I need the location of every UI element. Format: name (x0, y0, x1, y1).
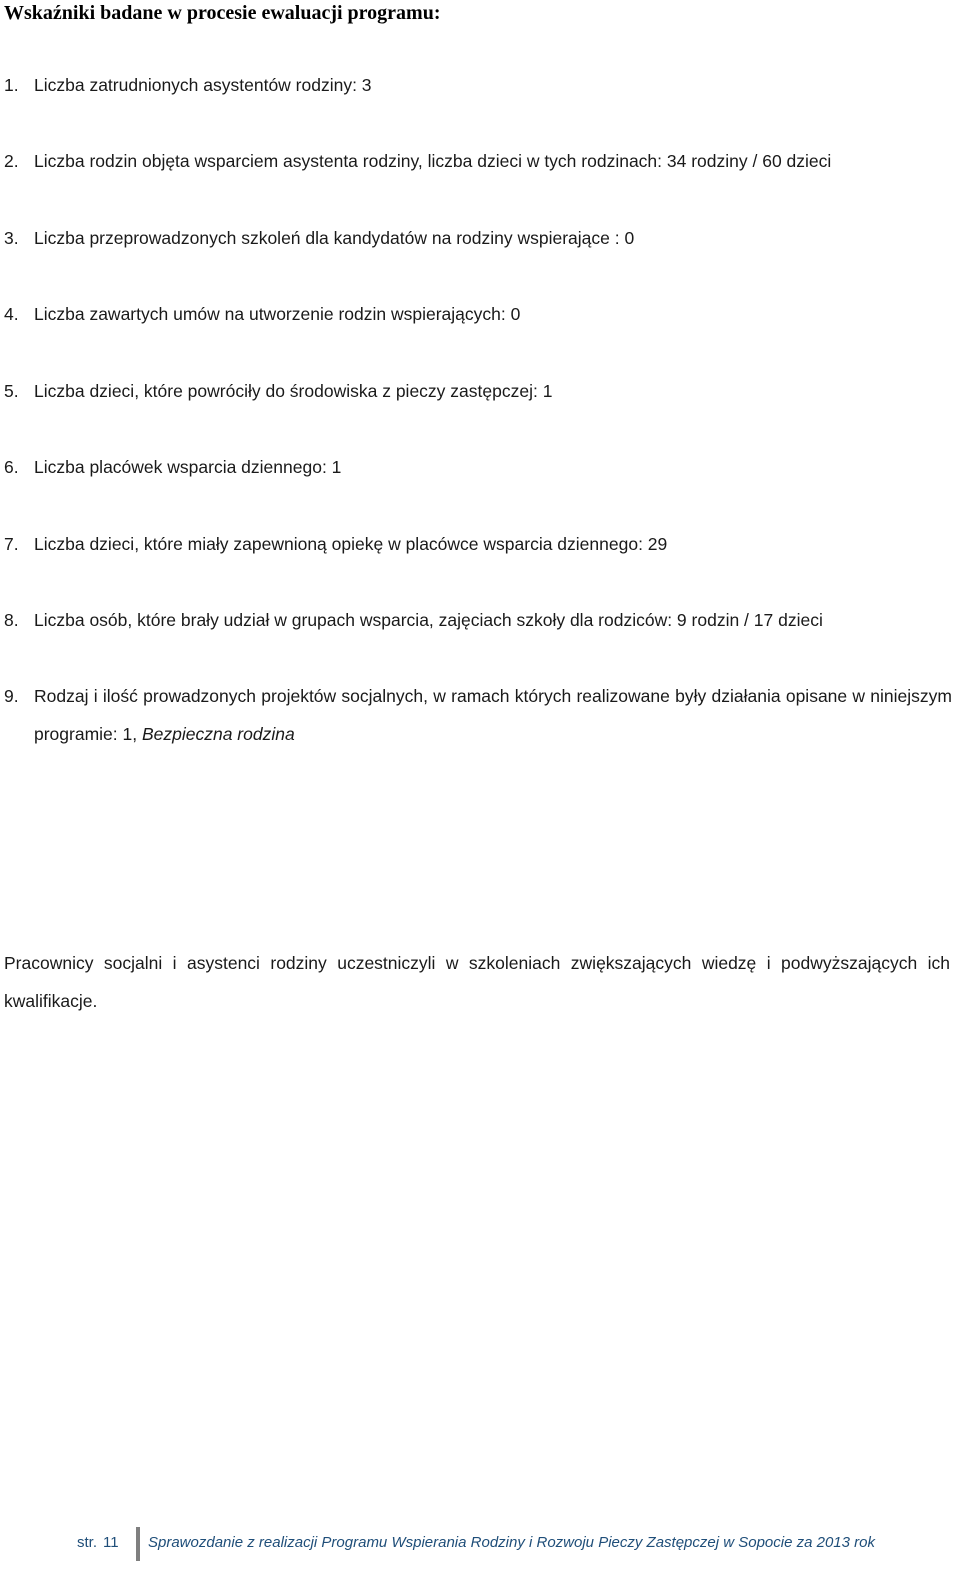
list-item (4, 295, 952, 333)
body-paragraph: Pracownicy socjalni i asystenci rodziny uczestniczyli w szkoleniach zwiększających wiedzę i podwyższających ich kwalifikacje. (4, 953, 950, 1011)
list-item-text: Liczba placówek wsparcia dziennego: 1 (34, 457, 342, 477)
page-number: 11 (103, 1534, 119, 1551)
list-item-number: 1. (4, 75, 19, 95)
footer-title: Sprawozdanie z realizacji Programu Wspierania Rodziny i Rozwoju Pieczy Zastępczej w Sopocie za 2013 rok (148, 1534, 875, 1551)
list-item-number: 7. (4, 534, 19, 554)
footer-divider (136, 1527, 140, 1561)
list-item-number: 5. (4, 381, 19, 401)
list-item-number: 2. (4, 151, 19, 171)
list-item (4, 219, 952, 257)
page-number-label (77, 1534, 119, 1551)
list-item-text: Liczba zawartych umów na utworzenie rodzin wspierających: 0 (34, 304, 521, 324)
list-item-text: Liczba zatrudnionych asystentów rodziny: 3 (34, 75, 372, 95)
list-item-text: Rodzaj i ilość prowadzonych projektów socjalnych, w ramach których realizowane były działania opisane w niniejszym programie: 1, (34, 686, 952, 744)
list-item-text: Liczba dzieci, które miały zapewnioną opiekę w placówce wsparcia dziennego: 29 (34, 534, 668, 554)
list-item-text: Liczba osób, które brały udział w grupach wsparcia, zajęciach szkoły dla rodziców: 9 rodzin / 17 dzieci (34, 610, 823, 630)
list-item-text: Liczba dzieci, które powróciły do środowiska z pieczy zastępczej: 1 (34, 381, 553, 401)
list-item-text-wrapper (34, 677, 952, 753)
list-item-text: Liczba przeprowadzonych szkoleń dla kandydatów na rodziny wspierające : 0 (34, 228, 635, 248)
list-item (4, 601, 952, 639)
list-item (4, 677, 952, 753)
list-item (4, 372, 952, 410)
list-item-text: Liczba rodzin objęta wsparciem asystenta rodziny, liczba dzieci w tych rodzinach: 34 rodziny / 60 dzieci (34, 151, 832, 171)
page-footer (0, 1527, 960, 1561)
page-label-text: str. (77, 1534, 98, 1551)
list-item-number: 9. (4, 686, 19, 706)
list-item (4, 448, 952, 486)
list-item-number: 4. (4, 304, 19, 324)
list-item (4, 66, 952, 104)
project-name: Bezpieczna rodzina (141, 724, 295, 744)
list-item-number: 3. (4, 228, 19, 248)
list-item-number: 6. (4, 457, 19, 477)
list-item-number: 8. (4, 610, 19, 630)
section-heading: Wskaźniki badane w procesie ewaluacji programu: (4, 2, 441, 24)
list-item (4, 525, 952, 563)
list-item (4, 142, 952, 180)
